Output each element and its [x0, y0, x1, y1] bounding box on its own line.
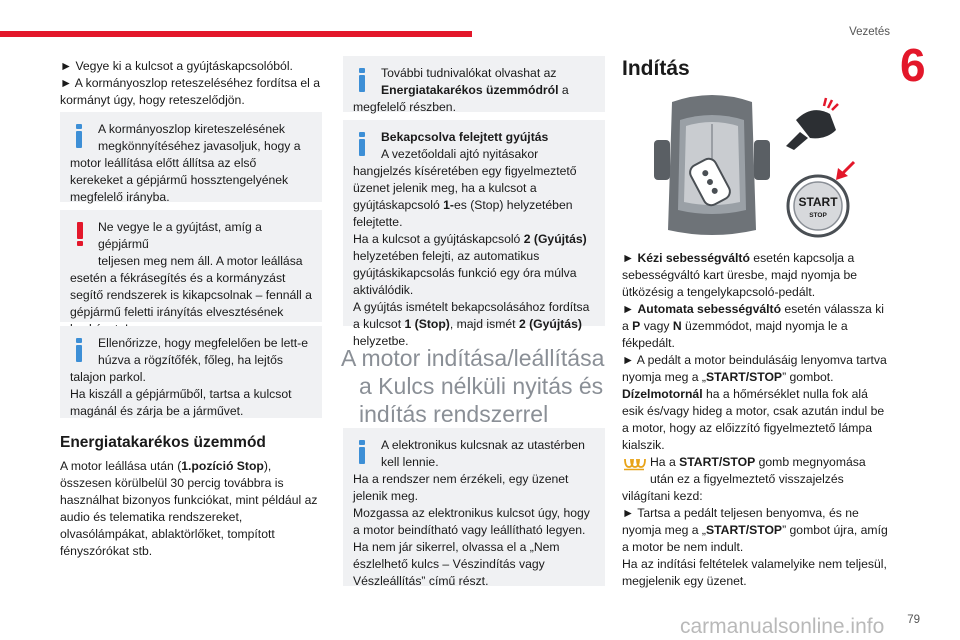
section-heading-start: Indítás: [622, 57, 690, 80]
step-press-start: ► A pedált a motor beindulásáig lenyomva tartva nyomja meg a „START/STOP” gombot.: [622, 353, 887, 384]
info-icon: [353, 68, 375, 92]
chapter-number: 6: [900, 39, 926, 91]
steering-lock-steps: [60, 58, 322, 109]
info-icon: [70, 124, 92, 148]
warning-ignition: Ne vegye le a gyújtást, amíg a gépjármű teljesen meg nem áll. A motor leállása esetén a fékrásegítés és a kormányzást segítő rendszerek is kikapcsolnak – fennáll a gépjármű feletti irányítás elvesztésének: [60, 210, 322, 322]
note-ignition-left-on: Bekapcsolva felejtett gyújtás A vezetőoldali ajtó nyitásakor hangjelzés kíséretében egy figyelmeztető üzenet jelenik meg, ha a kulcsot a gyújtáskapcsoló 1-es (Stop) helyzetében felejtette. Ha a kulcsot a gyújtáskapcsoló 2 (Gyújtás) helyzetében felejti, az automatikus gyújtáskikapcsolás funkció egy óra múlva aktiválódik. A gyújtás ismételt bekapcsolásához fordítsa a kulcsot 1 (Stop), majd ismét 2 (Gyújtás) helyzetbe.: [343, 120, 605, 326]
page-number: 79: [907, 614, 920, 626]
page-header: [0, 0, 960, 60]
step-automatic-gearbox: ► Automata sebességváltó esetén válassza ki a P vagy N üzemmódot, majd nyomja le a fékpedált.: [622, 302, 885, 350]
header-accent-bar: [0, 31, 472, 37]
arrow-icon: [836, 162, 854, 180]
start-instructions: ► Kézi sebességváltó esetén kapcsolja a sebességváltó kart üresbe, majd nyomja be ütközésig a tengelykapcsoló-pedált. ► Automata sebességváltó esetén válassza ki a P vagy N üzemmódot, majd nyomja le a fékpedált. ► A pedált a motor beindulásáig lenyomva tartva nyomja meg a „START/STOP” gombot. Dízelmotornál ha a hőmérséklet nulla fok alá esik és/vagy hideg a motor, csak azután indul be a motor, hogy az előizzító figyelmeztető lámpa kialszik. Ha a START/STOP gomb megnyomása után ez a figyelmeztető visszajelzés világítani kezd: ► Tartsa a pedált teljesen benyomva, és ne nyomja meg a „START/STOP” gombot újra, amíg a motor be nem indult. Ha az indítási feltételek valamelyike nem teljesül, megjelenik egy üzenet.: [622, 250, 892, 590]
step-hold-pedal: ► Tartsa a pedált teljesen benyomva, és ne nyomja meg a „START/STOP” gombot újra, amíg a motor be nem indult.: [622, 506, 888, 554]
start-stop-button-illustration: [772, 96, 864, 240]
start-label: START: [798, 195, 838, 209]
info-icon: [353, 440, 375, 464]
note-electronic-key: A elektronikus kulcsnak az utastérben kell lennie. Ha a rendszer nem érzékeli, egy üzenet jelenik meg. Mozgassa az elektronikus kulcsot úgy, hogy a motor beindítható vagy leállítható legyen. Ha nem jár sikerrel, olvassa el a „Nem észlelhető kulcs – Vészindítás vagy Vészleállítás” című részt.: [343, 428, 605, 586]
stop-label: STOP: [809, 212, 827, 219]
watermark: carmanualsonline.info: [680, 615, 885, 638]
note-steering-unlock: A kormányoszlop kireteszelésének megkönnyítéséhez javasoljuk, hogy a motor leállítása előtt állítsa az első kerekeket a gépjármű hossztengelyének megfelelő irányba.: [60, 112, 322, 202]
chapter-name: Vezetés: [849, 26, 890, 38]
glow-plug-icon: [622, 457, 646, 471]
press-hand-icon: [786, 98, 838, 150]
warning-icon: [70, 222, 92, 246]
start-conditions-note: Ha az indítási feltételek valamelyike nem teljesül, megjelenik egy üzenet.: [622, 557, 887, 588]
info-icon: [353, 132, 375, 156]
note-energy-saving-ref: További tudnivalókat olvashat az Energiatakarékos üzemmódról a megfelelő részben.: [343, 56, 605, 112]
step-remove-key: ► Vegye ki a kulcsot a gyújtáskapcsolóból.: [60, 59, 293, 73]
car-key-in-cabin-illustration: [652, 90, 772, 240]
step-lock-steering: ► A kormányoszlop reteszeléséhez fordítsa el a kormányt úgy, hogy reteszelődjön.: [60, 76, 321, 107]
section-heading-keyless: A motor indítása/leállítása a Kulcs nélküli nyitás és indítás rendszerrel: [341, 345, 605, 427]
preheat-warning-line: Ha a START/STOP gomb megnyomása után ez a figyelmeztető visszajelzés: [622, 454, 892, 488]
info-icon: [70, 338, 92, 362]
diesel-note: Dízelmotornál ha a hőmérséklet nulla fok alá esik és/vagy hideg a motor, csak azután indul be a motor, hogy az előizzító figyelmeztető lámpa kialszik.: [622, 387, 885, 452]
note-parking-brake: Ellenőrizze, hogy megfelelően be lett-e húzva a rögzítőfék, főleg, ha lejtős talajon parkol. Ha kiszáll a gépjárműből, tartsa a kulcsot magánál és zárja be a járművet.: [60, 326, 322, 418]
energy-saving-body: A motor leállása után (1.pozíció Stop), összesen körülbelül 30 percig továbbra is használhat bizonyos funkciókat, mint például az audio és telematika rendszereket, olvasólámpákat, ablaktörlőket, tompított fényszórókat stb.: [60, 459, 318, 558]
step-manual-gearbox: ► Kézi sebességváltó esetén kapcsolja a sebességváltó kart üresbe, majd nyomja be ütközésig a tengelykapcsoló-pedált.: [622, 251, 858, 299]
section-heading-energy-saving: Energiatakarékos üzemmód: [60, 434, 266, 451]
